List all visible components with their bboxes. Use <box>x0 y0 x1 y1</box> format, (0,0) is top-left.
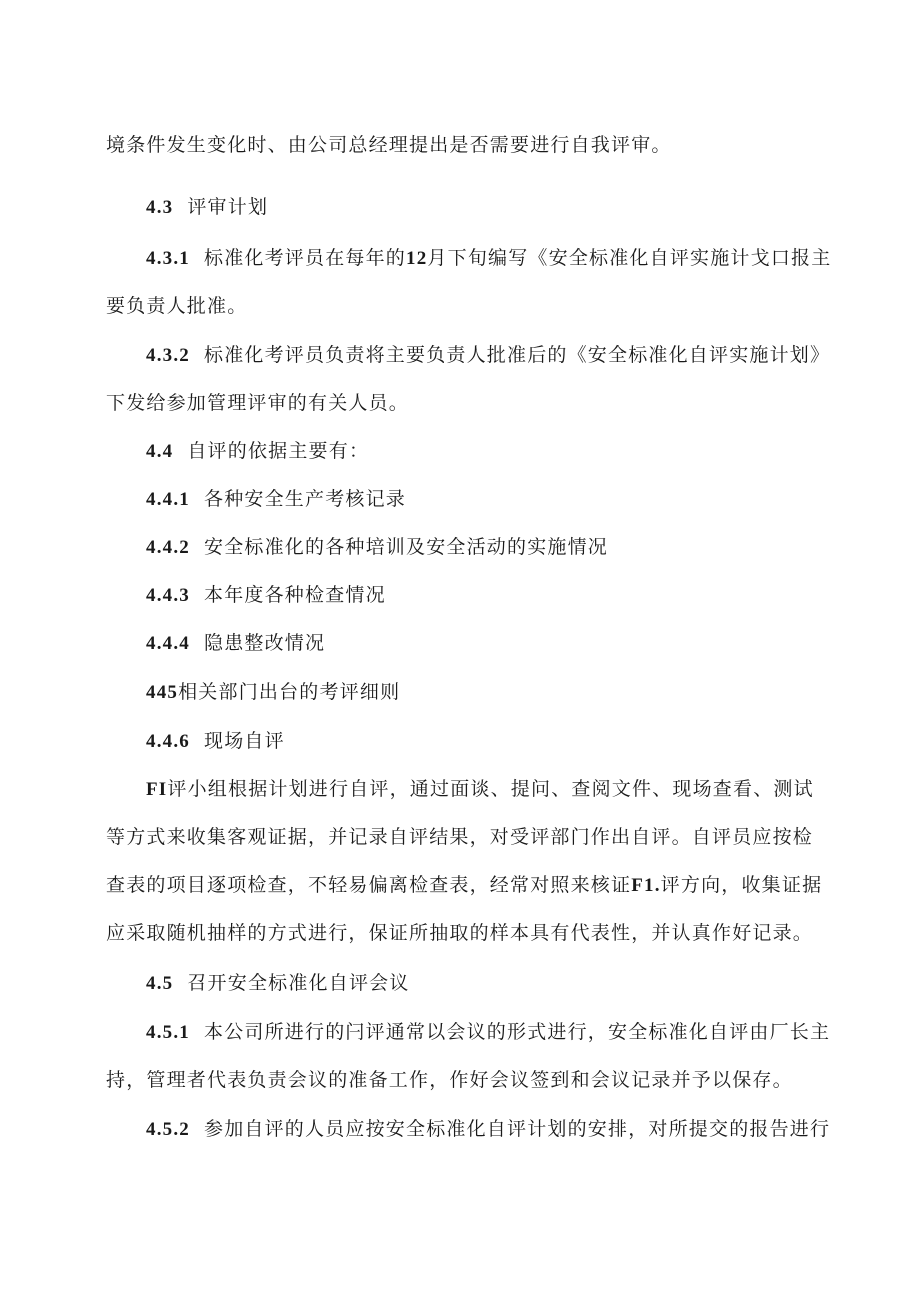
section-number: 4.4.4 <box>146 633 190 654</box>
paragraph-self-eval-line-2: 等方式来收集客观证据，并记录自评结果，对受评部门作出自评。自评员应按检 <box>106 826 814 848</box>
section-title: 评审计划 <box>187 196 269 218</box>
text-line: 境条件发生变化时、由公司总经理提出是否需要进行自我评审。 <box>106 134 672 156</box>
section-heading-4-4 <box>146 436 369 463</box>
paragraph-4-5-2-line-1: 4.5.2 参加自评的人员应按安全标准化自评计划的安排，对所提交的报告进行 <box>146 1118 831 1140</box>
paragraph-4-3-2-line-1: 4.3.2 标准化考评员负责将主要负责人批准后的《安全标准化自评实施计划》 <box>146 344 831 366</box>
section-number: 4.4 <box>146 441 174 462</box>
section-number: 4.4.3 <box>146 585 190 606</box>
section-heading-4-5 <box>146 968 410 995</box>
section-number: 445 <box>146 682 179 703</box>
section-number: 4.4.2 <box>146 537 190 558</box>
paragraph-4-5-1-line-2: 持，管理者代表负责会议的准备工作，作好会议签到和会议记录并予以保存。 <box>106 1069 793 1091</box>
section-number: 4.5 <box>146 973 174 994</box>
section-number: 4.3.1 <box>146 248 190 269</box>
item-4-4-2: 4.4.2 安全标准化的各种培训及安全活动的实施情况 <box>146 536 609 558</box>
item-4-4-1: 4.4.1 各种安全生产考核记录 <box>146 488 407 510</box>
paragraph-4-5-1-line-1: 4.5.1 本公司所进行的闩评通常以会议的形式进行，安全标准化自评由厂长主 <box>146 1021 831 1043</box>
section-number: 4.5.2 <box>146 1119 190 1140</box>
item-4-4-3: 4.4.3 本年度各种检查情况 <box>146 584 386 606</box>
item-4-4-6: 4.4.6 现场自评 <box>146 730 285 752</box>
section-title: 自评的依据主要有： <box>187 440 370 462</box>
section-number: 4.4.6 <box>146 731 190 752</box>
item-4-4-4: 4.4.4 隐患整改情况 <box>146 632 326 654</box>
section-number: 4.4.1 <box>146 489 190 510</box>
section-heading-4-3 <box>146 192 268 219</box>
paragraph-4-3-1-line-2: 要负责人批准。 <box>106 295 248 317</box>
section-number: 4.5.1 <box>146 1022 190 1043</box>
paragraph-4-3-1-line-1: 4.3.1 标准化考评员在每年的12月下旬编写《安全标准化自评实施计戈口报主 <box>146 247 832 269</box>
section-number: 4.3 <box>146 197 174 218</box>
paragraph-self-eval-line-3: 查表的项目逐项检查，不轻易偏离检查表，经常对照来核证F1.评方向，收集证据 <box>106 874 823 896</box>
section-number: 4.3.2 <box>146 345 190 366</box>
month-number: 12 <box>406 248 428 269</box>
paragraph-self-eval-line-4: 应采取随机抽样的方式进行，保证所抽取的样本具有代表性，并认真作好记录。 <box>106 922 814 944</box>
paragraph-4-3-2-line-2: 下发给参加管理评审的有关人员。 <box>106 392 410 414</box>
item-4-4-5: 445相关部门出台的考评细则 <box>146 681 401 703</box>
paragraph-self-eval-line-1: FI评小组根据计划进行自评，通过面谈、提问、查阅文件、现场查看、测试 <box>146 778 814 800</box>
section-title: 召开安全标准化自评会议 <box>187 972 410 994</box>
